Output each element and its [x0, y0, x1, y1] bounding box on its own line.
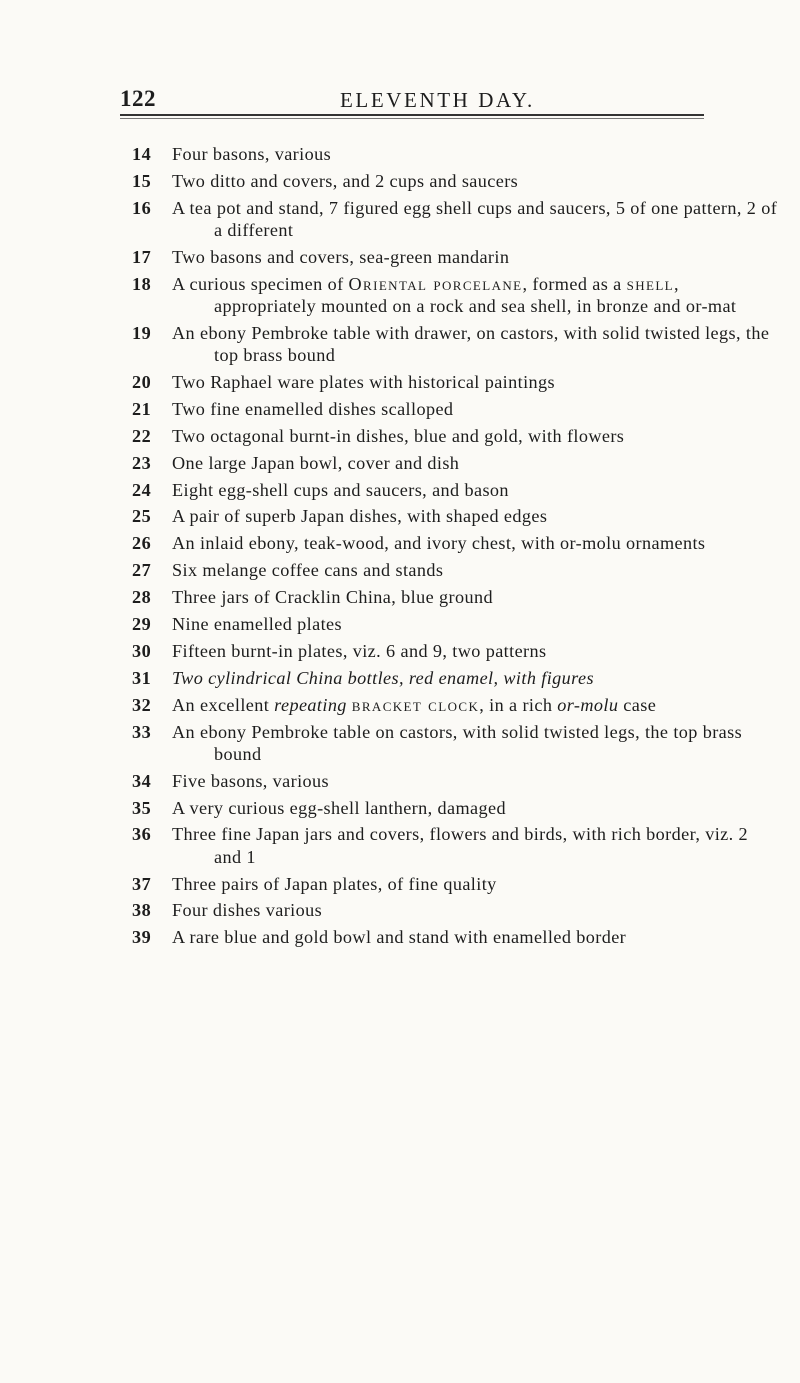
lot-text-small-caps: Oriental porcelane — [348, 273, 523, 294]
page-number: 122 — [120, 86, 156, 111]
lot-entry — [0, 721, 800, 765]
lot-number: 21 — [132, 398, 152, 419]
lot-text-small-caps: shell — [626, 273, 675, 294]
lot-description: Eight egg-shell cups and saucers, and bason — [172, 479, 509, 500]
lot-number: 36 — [132, 824, 152, 845]
lot-number: 31 — [132, 667, 152, 688]
lot-number: 39 — [132, 927, 152, 948]
lot-description: An inlaid ebony, teak-wood, and ivory chest, with or-molu ornaments — [172, 533, 706, 554]
lot-description: A rare blue and gold bowl and stand with enamelled border — [172, 927, 627, 948]
lot-list — [0, 143, 800, 953]
lot-text-italic: repeating — [274, 694, 347, 715]
lot-entry — [0, 452, 800, 474]
lot-text-small-caps: bracket clock — [351, 694, 480, 715]
lot-entry — [0, 246, 800, 268]
lot-number: 17 — [132, 246, 152, 267]
lot-description: Four basons, various — [172, 144, 332, 164]
lot-description: An ebony Pembroke table on castors, with solid twisted legs, the top brass bound — [172, 721, 743, 764]
lot-entry — [0, 371, 800, 393]
lot-entry — [0, 640, 800, 662]
lot-number: 18 — [132, 273, 152, 294]
lot-entry — [0, 505, 800, 527]
lot-entry — [0, 873, 800, 895]
lot-description: Three jars of Cracklin China, blue ground — [172, 587, 493, 608]
lot-description: Two basons and covers, sea-green mandarin — [172, 246, 510, 267]
lot-description: A pair of superb Japan dishes, with shaped edges — [172, 506, 548, 527]
lot-number: 28 — [132, 587, 152, 608]
lot-entry — [0, 398, 800, 420]
lot-text: A curious specimen of — [172, 273, 349, 294]
lot-text: , appropriately mounted on a rock and sea shell, in bronze and or-mat — [214, 273, 737, 316]
lot-description: Five basons, various — [172, 770, 330, 791]
lot-number: 19 — [132, 322, 152, 343]
lot-text: , in a rich — [479, 694, 558, 715]
lot-entry — [0, 770, 800, 792]
lot-number: 25 — [132, 506, 152, 527]
lot-text: case — [618, 694, 657, 715]
lot-description: A tea pot and stand, 7 figured egg shell cups and saucers, 5 of one pattern, 2 of a different — [172, 197, 778, 240]
lot-number: 30 — [132, 640, 152, 661]
lot-entry — [0, 586, 800, 608]
lot-description: A very curious egg-shell lanthern, damaged — [172, 797, 506, 818]
header-rule — [120, 114, 704, 116]
lot-description: Nine enamelled plates — [172, 613, 343, 634]
lot-number: 27 — [132, 560, 152, 581]
lot-description: Three fine Japan jars and covers, flowers and birds, with rich border, viz. 2 and 1 — [172, 824, 749, 867]
lot-number: 32 — [132, 694, 152, 715]
lot-entry — [0, 273, 800, 317]
lot-entry — [0, 143, 800, 165]
lot-number: 26 — [132, 533, 152, 554]
lot-number: 35 — [132, 797, 152, 818]
running-title: ELEVENTH DAY. — [340, 88, 535, 112]
lot-entry — [0, 479, 800, 501]
lot-number: 29 — [132, 613, 152, 634]
lot-description: Two cylindrical China bottles, red enamel, with figures — [172, 667, 594, 688]
lot-text-italic: or-molu — [557, 694, 619, 715]
lot-number: 22 — [132, 425, 152, 446]
lot-entry — [0, 694, 800, 716]
lot-entry — [0, 667, 800, 689]
lot-description: Two fine enamelled dishes scalloped — [172, 398, 454, 419]
lot-number: 24 — [132, 479, 152, 500]
lot-number: 16 — [132, 197, 152, 218]
lot-description: An ebony Pembroke table with drawer, on castors, with solid twisted legs, the top brass bound — [172, 322, 770, 366]
lot-description: Two ditto and covers, and 2 cups and saucers — [172, 170, 519, 191]
lot-number: 33 — [132, 721, 152, 742]
lot-entry — [0, 532, 800, 554]
lot-number: 37 — [132, 873, 152, 894]
lot-description: Four dishes various — [172, 900, 323, 921]
lot-entry — [0, 559, 800, 581]
lot-entry — [0, 170, 800, 192]
lot-entry — [0, 926, 800, 948]
lot-entry — [0, 322, 800, 366]
lot-text: An excellent — [172, 694, 275, 715]
lot-entry — [0, 197, 800, 241]
lot-description: Two octagonal burnt-in dishes, blue and gold, with flowers — [172, 425, 625, 446]
lot-description: Fifteen burnt-in plates, viz. 6 and 9, two patterns — [172, 640, 547, 661]
lot-description: Three pairs of Japan plates, of fine quality — [172, 873, 497, 894]
lot-description: One large Japan bowl, cover and dish — [172, 452, 460, 473]
lot-entry — [0, 899, 800, 921]
header-rule-thin — [120, 118, 704, 119]
lot-entry — [0, 425, 800, 447]
lot-number: 14 — [132, 144, 152, 164]
lot-number: 20 — [132, 371, 152, 392]
lot-number: 15 — [132, 170, 152, 191]
lot-entry — [0, 613, 800, 635]
lot-description — [172, 273, 780, 317]
lot-description: Six melange coffee cans and stands — [172, 560, 444, 581]
lot-number: 34 — [132, 770, 152, 791]
lot-number: 38 — [132, 900, 152, 921]
lot-number: 23 — [132, 452, 152, 473]
lot-entry — [0, 823, 800, 867]
lot-entry — [0, 797, 800, 819]
lot-description — [172, 694, 780, 716]
lot-text: , formed as a — [522, 273, 627, 294]
page-header — [0, 78, 800, 118]
lot-description: Two Raphael ware plates with historical paintings — [172, 371, 555, 392]
